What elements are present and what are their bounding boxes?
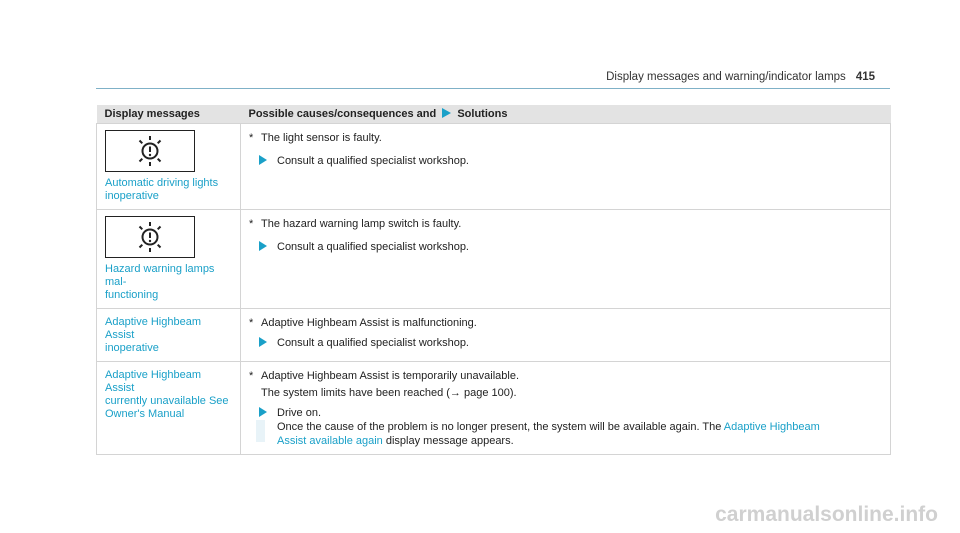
light-warning-icon	[133, 134, 167, 168]
arrow-right-icon	[259, 155, 267, 165]
arrow-right-icon	[442, 108, 451, 118]
display-message-label: Hazard warning lamps mal- functioning	[105, 263, 215, 301]
col-header-causes: Possible causes/consequences and Solutions	[241, 105, 891, 124]
page-number: 415	[855, 71, 875, 83]
arrow-right-icon	[259, 407, 267, 417]
display-message-label: Automatic driving lights inoperative	[105, 177, 219, 202]
solution-item: Consult a qualified specialist workshop.	[249, 154, 882, 168]
col-header-display-messages: Display messages	[97, 105, 241, 124]
display-message-cell	[97, 309, 241, 362]
watermark: carmanualsonline.info	[715, 503, 938, 526]
display-messages-table	[96, 105, 891, 455]
header-rule	[96, 88, 890, 89]
arrow-right-icon	[259, 337, 267, 347]
causes-cell	[241, 309, 891, 362]
table-row	[97, 124, 891, 210]
table-header-row	[97, 105, 891, 124]
table-row	[97, 210, 891, 309]
light-warning-icon	[133, 220, 167, 254]
cause-item: * The hazard warning lamp switch is faulty.	[249, 218, 462, 230]
table-row	[97, 362, 891, 455]
solution-item: Consult a qualified specialist workshop.	[249, 240, 882, 254]
solution-item: Drive on. Once the cause of the problem is no longer present, the system will be available again. The Adaptive Highbeam Assist available again display message appears.	[249, 406, 882, 448]
cause-item: * The light sensor is faulty.	[249, 132, 382, 144]
cause-detail: The system limits have been reached (→ page 100).	[261, 387, 517, 399]
display-message-cell	[97, 124, 241, 210]
causes-cell	[241, 362, 891, 455]
running-header	[606, 71, 875, 83]
solution-item: Consult a qualified specialist workshop.	[249, 336, 882, 350]
causes-cell	[241, 210, 891, 309]
display-message-cell	[97, 210, 241, 309]
warning-lamp-box	[105, 130, 195, 172]
solution-detail: Once the cause of the problem is no longer present, the system will be available again. The Adaptive Highbeam Assist available again display message appears.	[277, 421, 820, 447]
table-row	[97, 309, 891, 362]
solution-bar	[256, 420, 265, 442]
header-title: Display messages and warning/indicator lamps	[606, 71, 846, 83]
cause-item: * Adaptive Highbeam Assist is malfunctioning.	[249, 317, 477, 329]
warning-lamp-box	[105, 216, 195, 258]
cause-item: * Adaptive Highbeam Assist is temporarily unavailable.	[249, 370, 520, 382]
causes-cell	[241, 124, 891, 210]
display-message-label: Adaptive Highbeam Assist inoperative	[105, 316, 202, 354]
display-message-label: Adaptive Highbeam Assist currently unavailable See Owner's Manual	[105, 369, 229, 420]
arrow-right-icon	[259, 241, 267, 251]
display-message-cell	[97, 362, 241, 455]
